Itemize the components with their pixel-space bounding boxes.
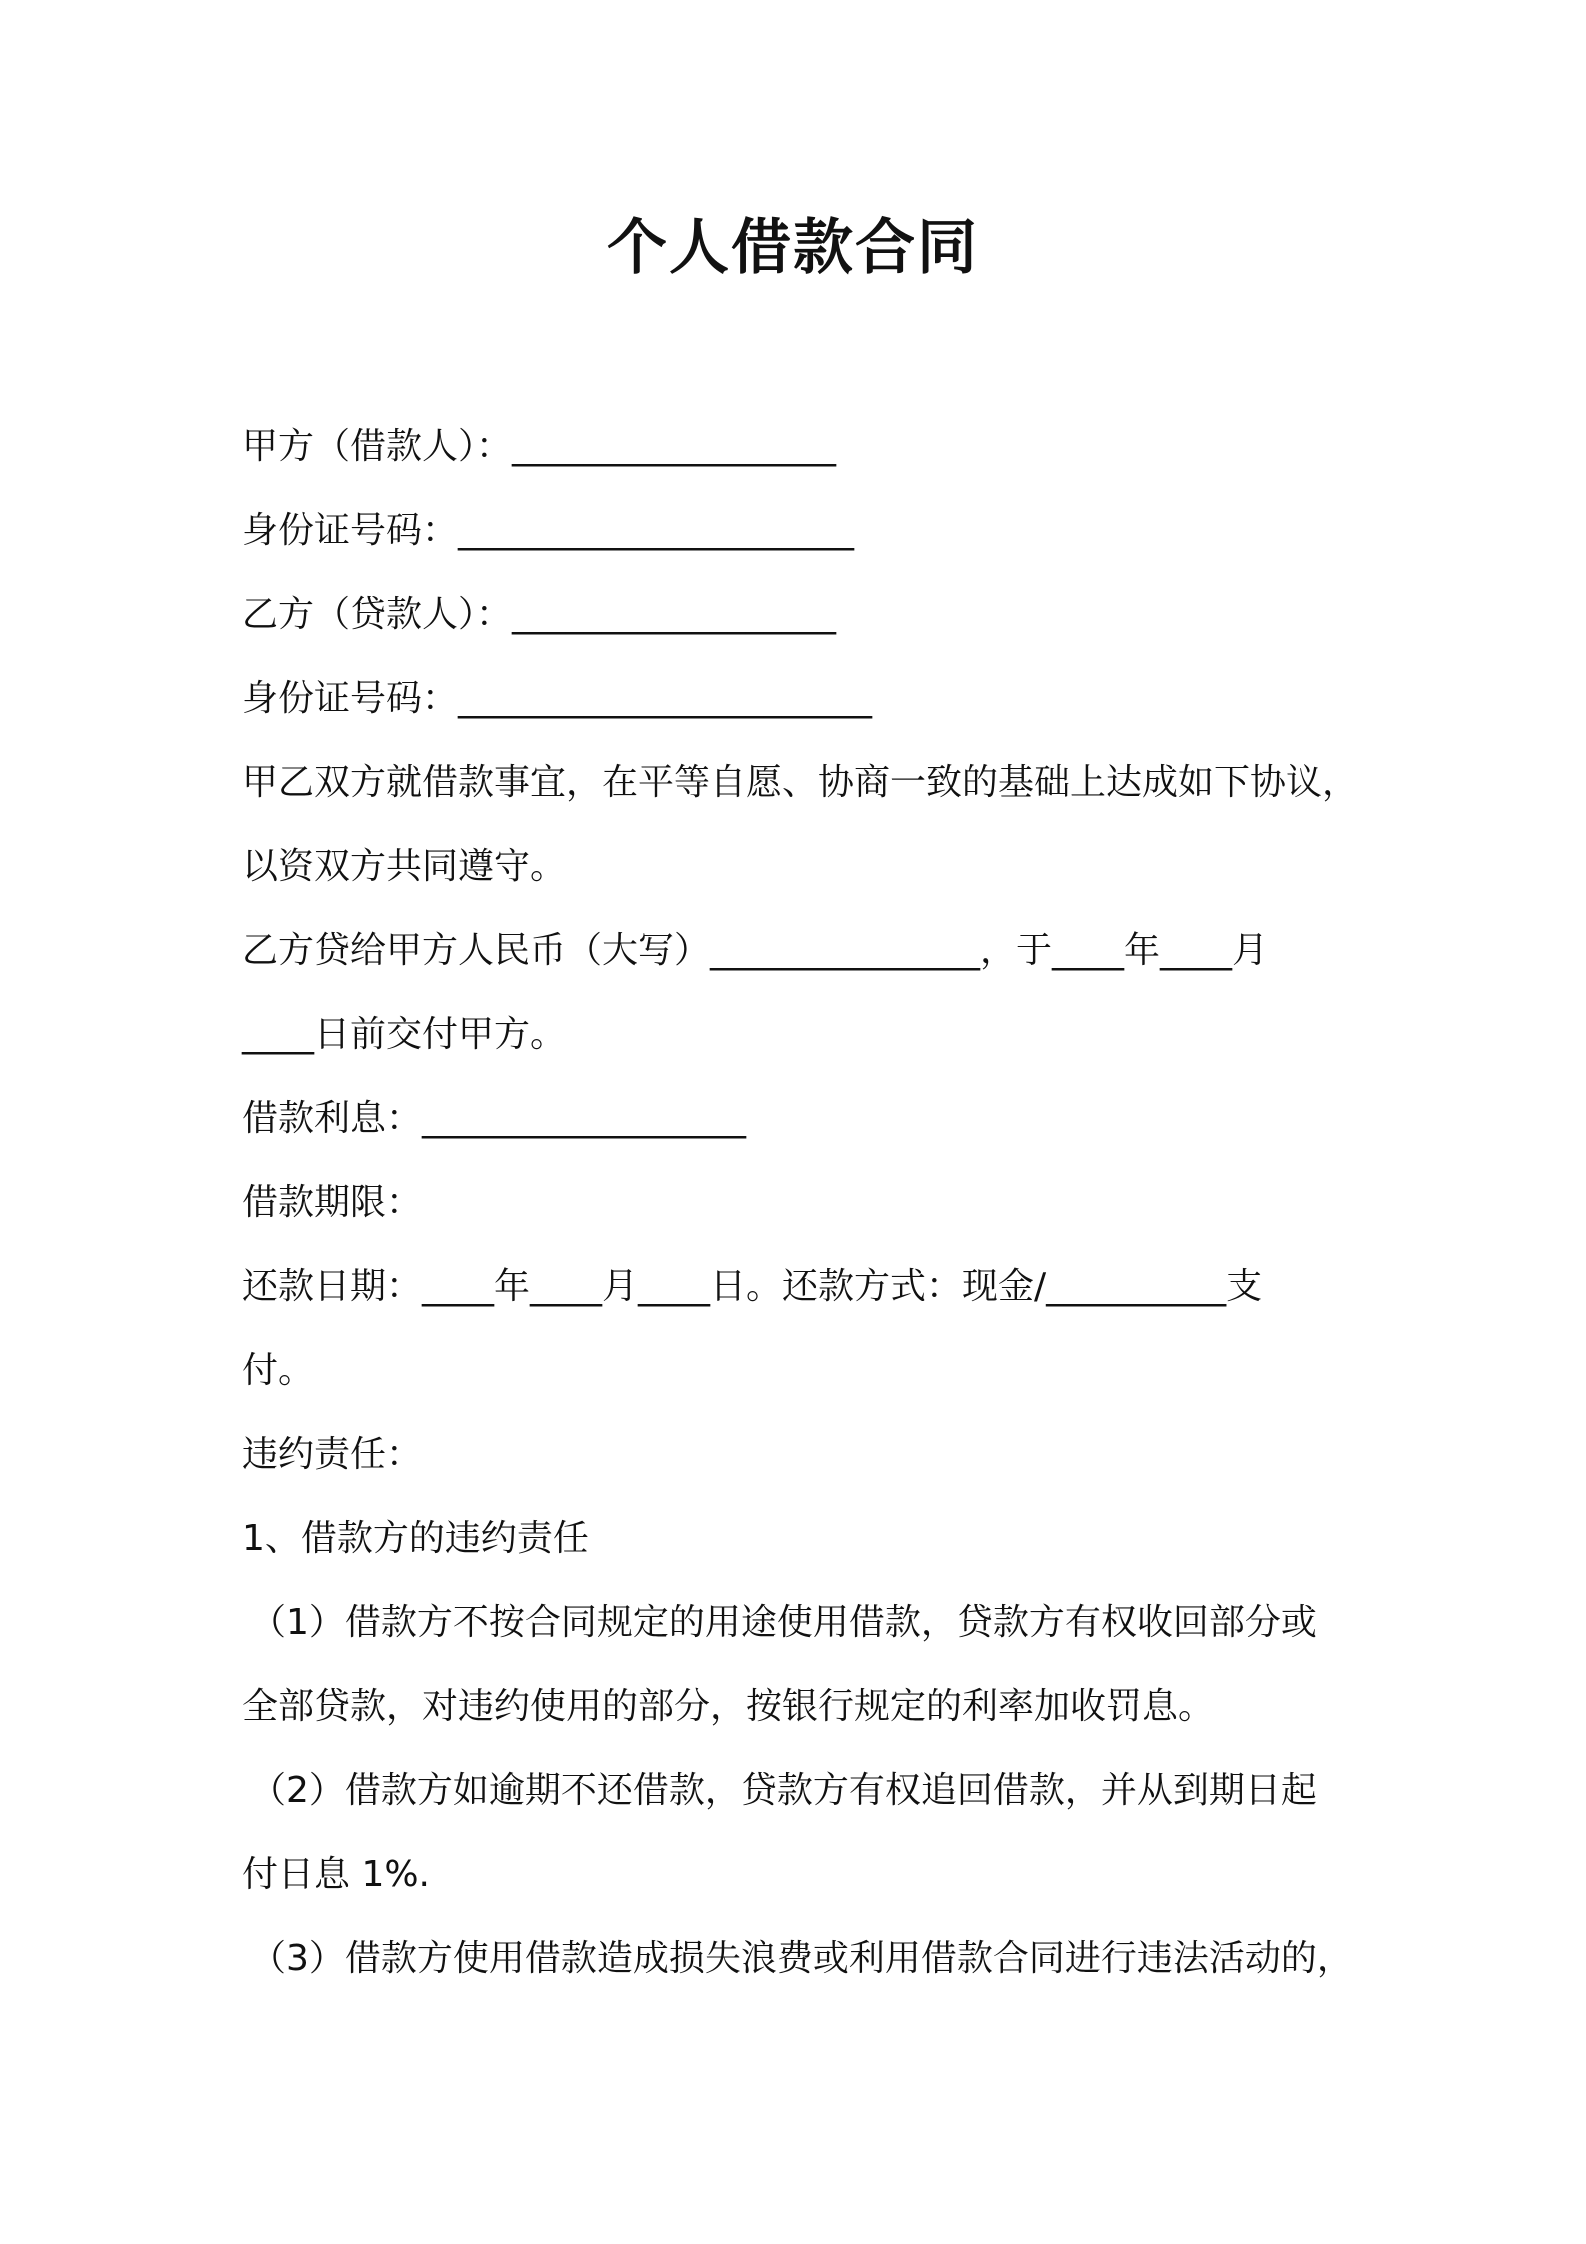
agreement-paragraph-line-1: 甲乙双方就借款事宜，在平等自愿、协商一致的基础上达成如下协议，: [242, 762, 1359, 803]
repayment-line-2: 付。: [242, 1350, 315, 1391]
loan-amount-line-1: 乙方贷给甲方人民币（大写）_______________，于____年____月: [242, 930, 1269, 971]
borrower-line: 甲方（借款人）：__________________: [242, 426, 837, 467]
repayment-line-1: 还款日期：____年____月____日。还款方式：现金/__________支: [242, 1266, 1263, 1307]
lender-line: 乙方（贷款人）：__________________: [242, 594, 837, 635]
borrower-id-line: 身份证号码：______________________: [242, 510, 855, 551]
clause-1-line-1: （1）借款方不按合同规定的用途使用借款，贷款方有权收回部分或: [250, 1602, 1317, 1643]
clause-1-line-2: 全部贷款，对违约使用的部分，按银行规定的利率加收罚息。: [242, 1686, 1215, 1727]
lender-id-line: 身份证号码：_______________________: [242, 678, 873, 719]
loan-amount-line-2: ____日前交付甲方。: [242, 1014, 567, 1055]
loan-term-line: 借款期限：: [242, 1182, 423, 1223]
clause-2-line-2: 付日息 1%.: [242, 1854, 430, 1895]
agreement-paragraph-line-2: 以资双方共同遵守。: [242, 846, 567, 887]
clause-3-line-1: （3）借款方使用借款造成损失浪费或利用借款合同进行违法活动的，: [250, 1938, 1353, 1979]
liability-heading: 违约责任：: [242, 1434, 423, 1475]
clause-2-line-1: （2）借款方如逾期不还借款，贷款方有权追回借款，并从到期日起: [250, 1770, 1317, 1811]
borrower-liability-heading: 1、借款方的违约责任: [242, 1518, 589, 1559]
document-body: [242, 405, 1362, 2001]
document-title: 个人借款合同: [607, 213, 979, 283]
loan-interest-line: 借款利息：__________________: [242, 1098, 747, 1139]
